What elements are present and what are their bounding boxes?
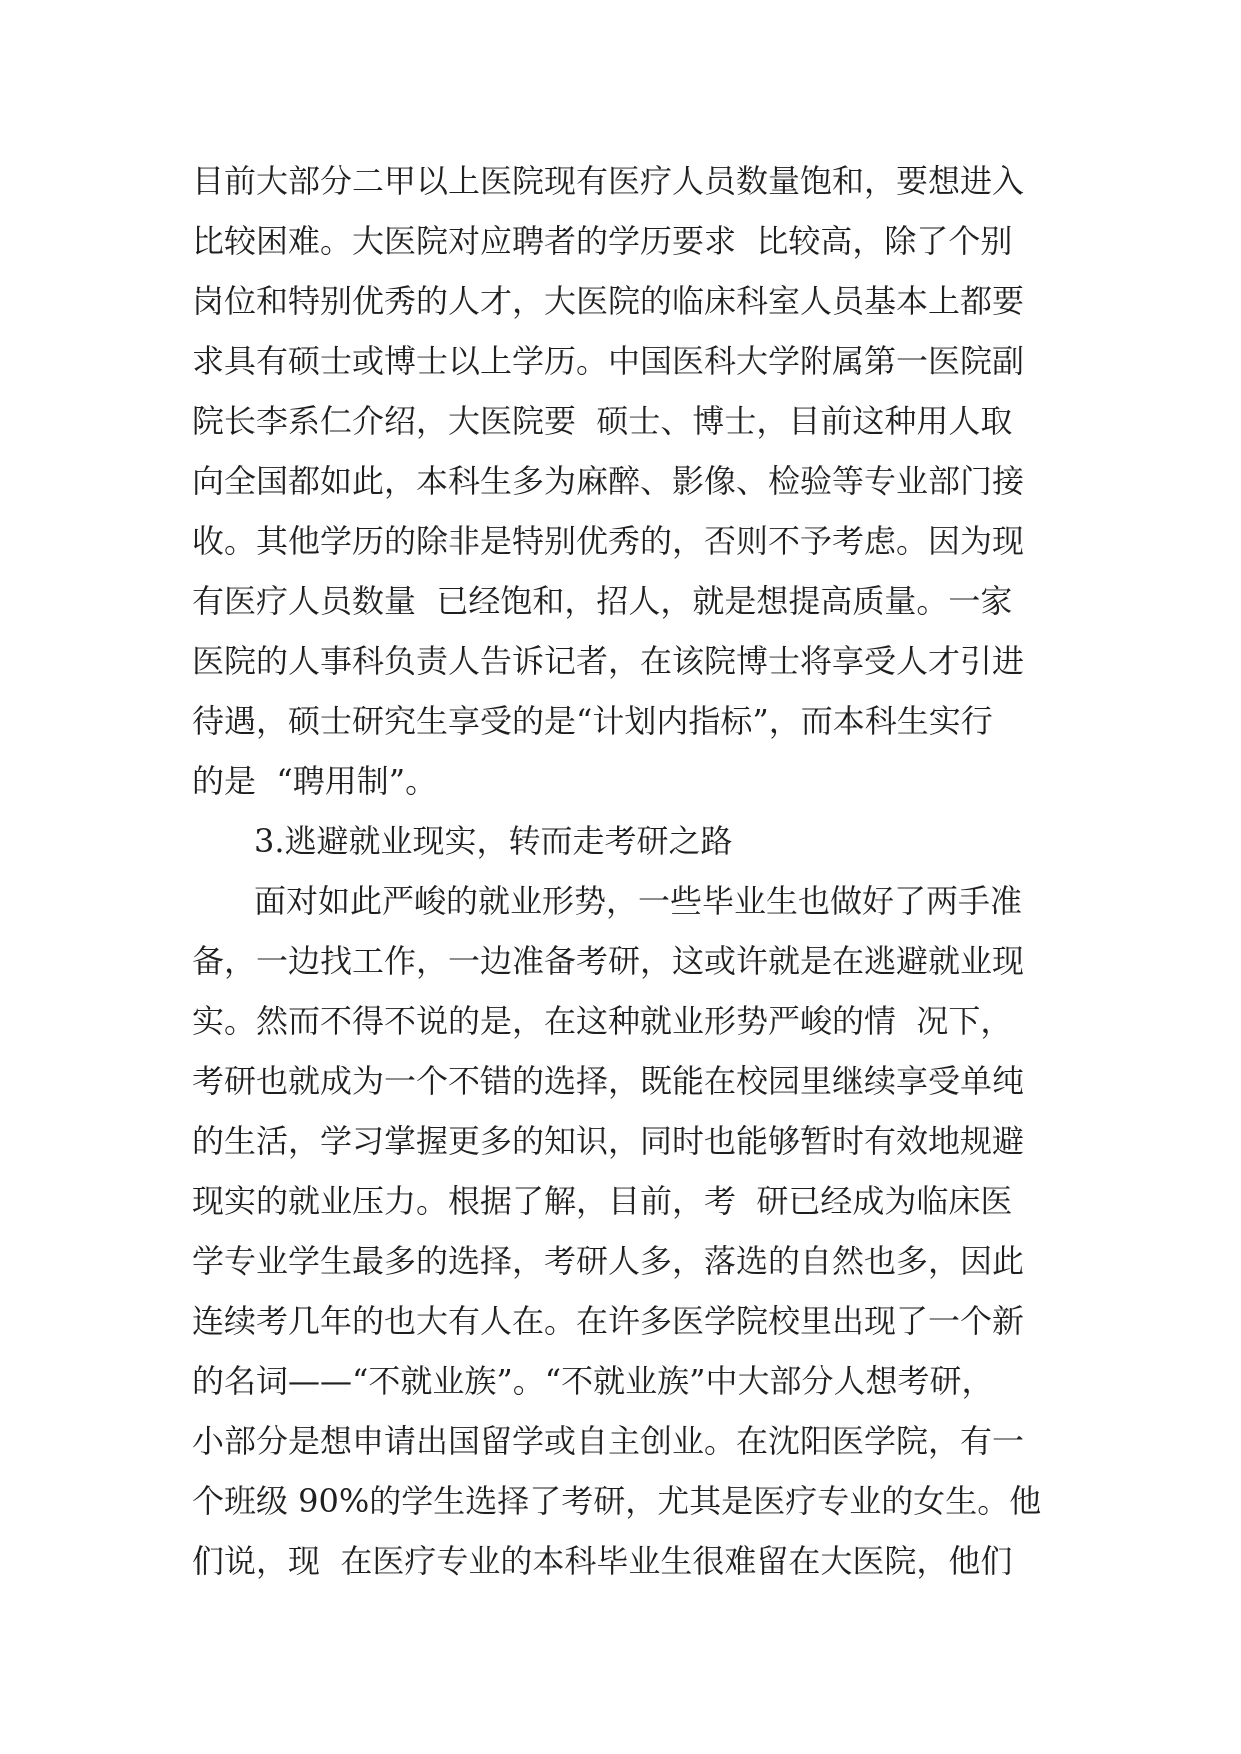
body-text [192, 151, 1062, 1591]
text-line: 院长李系仁介绍，大医院要 硕士、博士，目前这种用人取 [192, 402, 1013, 440]
text-line: 现实的就业压力。根据了解，目前，考 研已经成为临床医 [192, 1182, 1013, 1220]
text-line: 连续考几年的也大有人在。在许多医学院校里出现了一个新 [192, 1302, 1025, 1340]
text-line: 们说，现 在医疗专业的本科毕业生很难留在大医院，他们 [192, 1542, 1013, 1580]
text-line: 备，一边找工作，一边准备考研，这或许就是在逃避就业现 [192, 942, 1025, 980]
text-line: 待遇，硕士研究生享受的是“计划内指标”，而本科生实行 [192, 702, 993, 740]
text-line: 向全国都如此，本科生多为麻醉、影像、检验等专业部门接 [192, 462, 1025, 500]
text-line: 有医疗人员数量 已经饱和，招人，就是想提高质量。一家 [192, 582, 1013, 620]
text-line: 的是 “聘用制”。 [192, 762, 438, 800]
text-line: 岗位和特别优秀的人才，大医院的临床科室人员基本上都要 [192, 282, 1025, 320]
text-line: 的名词——“不就业族”。“不就业族”中大部分人想考研， [192, 1362, 994, 1400]
section-heading: 3.逃避就业现实，转而走考研之路 [254, 822, 733, 860]
paragraph-first-line: 面对如此严峻的就业形势，一些毕业生也做好了两手准 [254, 882, 1023, 920]
text-line: 比较困难。大医院对应聘者的学历要求 比较高，除了个别 [192, 222, 1013, 260]
text-line: 个班级 90%的学生选择了考研，尤其是医疗专业的女生。他 [192, 1482, 1042, 1520]
text-line: 学专业学生最多的选择，考研人多，落选的自然也多，因此 [192, 1242, 1025, 1280]
text-line: 的生活，学习掌握更多的知识，同时也能够暂时有效地规避 [192, 1122, 1025, 1160]
text-line: 医院的人事科负责人告诉记者，在该院博士将享受人才引进 [192, 642, 1025, 680]
text-line: 收。其他学历的除非是特别优秀的，否则不予考虑。因为现 [192, 522, 1025, 560]
text-line: 考研也就成为一个不错的选择，既能在校园里继续享受单纯 [192, 1062, 1025, 1100]
text-line: 求具有硕士或博士以上学历。中国医科大学附属第一医院副 [192, 342, 1025, 380]
text-line: 小部分是想申请出国留学或自主创业。在沈阳医学院，有一 [192, 1422, 1025, 1460]
text-line: 实。然而不得不说的是，在这种就业形势严峻的情 况下， [192, 1002, 1013, 1040]
text-line: 目前大部分二甲以上医院现有医疗人员数量饱和，要想进入 [192, 162, 1025, 200]
